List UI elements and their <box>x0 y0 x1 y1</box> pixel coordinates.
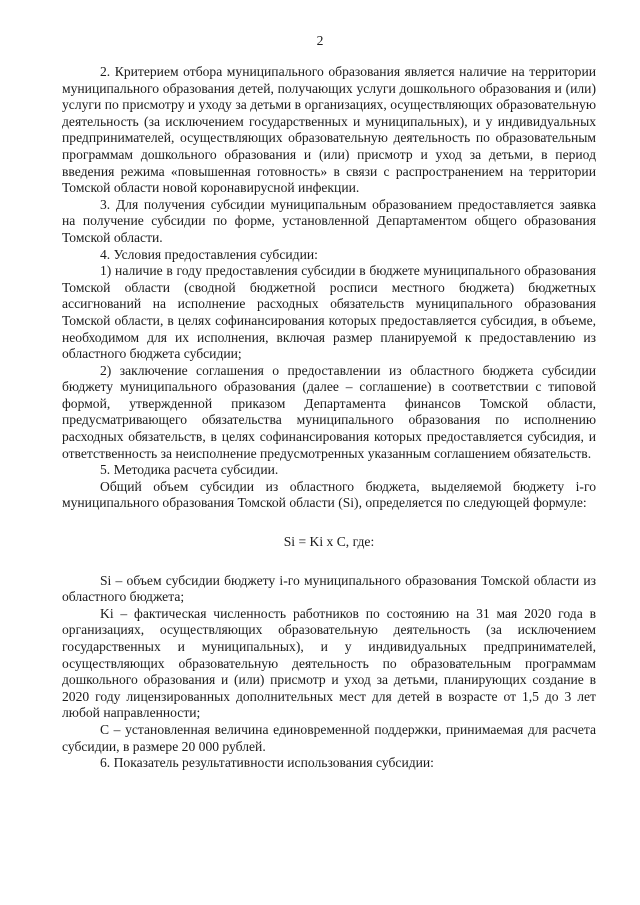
paragraph-conditions-heading: 4. Условия предоставления субсидии: <box>100 246 318 262</box>
paragraph-ki-definition: Ki – фактическая численность работников по состоянию на 31 мая 2020 года в организациях, осуществляющих образовательную деятельность (за исключением государственных и муниципальных), и у индивидуальных предпринимателей, осуществляющих образовательную деятельность по образовательным программам дошкольного образования и (или) присмотр и уход за детьми, планирующих создание в 2020 году лицензированных дополнительных мест для детей в возрасте от 1,5 до 3 лет любой направленности; <box>62 605 596 721</box>
paragraph-application: 3. Для получения субсидии муниципальным образованием предоставляется заявка на получение субсидии по форме, установленной Департаментом общего образования Томской области. <box>62 196 596 245</box>
paragraph-c-definition: С – установленная величина единовременной поддержки, принимаемая для расчета субсидии, в размере 20 000 рублей. <box>62 721 596 754</box>
paragraph-methodology-heading: 5. Методика расчета субсидии. <box>100 462 279 478</box>
paragraph-performance-indicator: 6. Показатель результативности использования субсидии: <box>100 755 434 771</box>
paragraph-si-definition: Si – объем субсидии бюджету i-го муниципального образования Томской области из областного бюджета; <box>62 572 596 605</box>
paragraph-formula-intro: Общий объем субсидии из областного бюджета, выделяемой бюджету i-го муниципального образования Томской области (Si), определяется по следующей формуле: <box>62 478 596 511</box>
paragraph-selection-criterion: 2. Критерием отбора муниципального образования является наличие на территории муниципального образования детей, получающих услуги дошкольного образования и (или) услуги по присмотру и уходу за детьми в организациях, осуществляющих образовательную деятельность (за исключением государственных и муниципальных), и у индивидуальных предпринимателей, осуществляющих образовательную деятельность по образовательным программам дошкольного образования и (или) присмотр и уход за детьми, в период введения режима «повышенная готовность» в связи с распространением на территории Томской области новой коронавирусной инфекции. <box>62 64 596 196</box>
document-body <box>62 64 596 772</box>
page-number: 2 <box>316 33 324 48</box>
subsidy-formula: Si = Ki x C, где: <box>283 534 375 550</box>
paragraph-condition-2: 2) заключение соглашения о предоставлении из областного бюджета субсидии бюджету муниципального образования (далее – соглашение) в соответствии с типовой формой, утвержденной приказом Департамента финансов Томской области, предусматривающего обязательства муниципального образования по исполнению расходных обязательств, в целях софинансирования которых предоставляется субсидия, и ответственность за неисполнение предусмотренных указанным соглашением обязательств. <box>62 362 596 461</box>
paragraph-condition-1: 1) наличие в году предоставления субсидии в бюджете муниципального образования Томской области (сводной бюджетной росписи местного бюджета) бюджетных ассигнований на исполнение расходных обязательств муниципального образования Томской области, в целях софинансирования которых предоставляется субсидия, в объеме, необходимом для их исполнения, включая размер планируемой к предоставлению из областного бюджета субсидии; <box>62 263 596 362</box>
